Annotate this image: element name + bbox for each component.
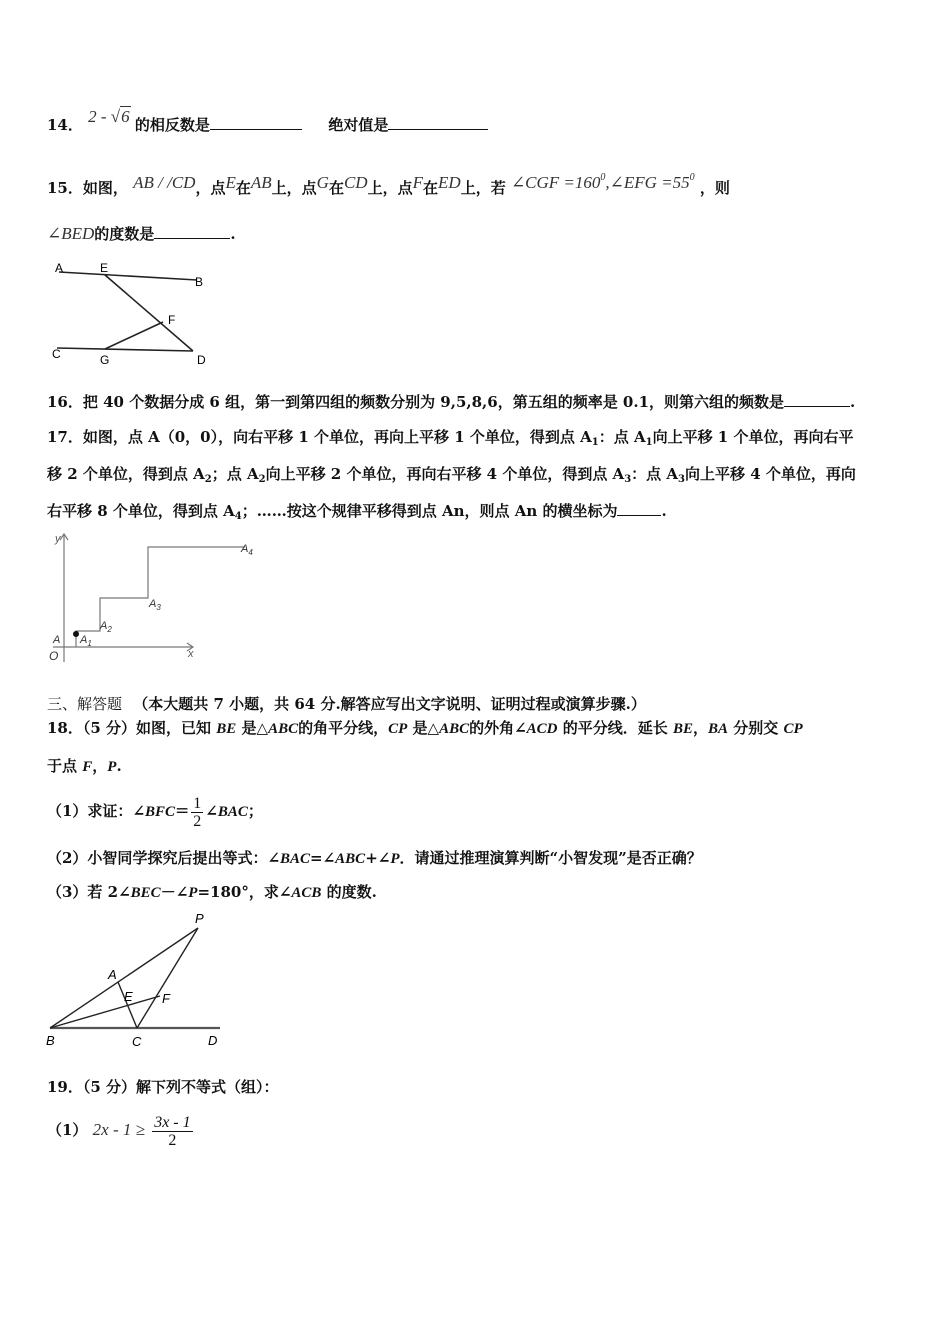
label-a4: $A_4$ bbox=[241, 543, 253, 557]
q17-figure bbox=[45, 530, 263, 670]
origin-label: O bbox=[49, 649, 59, 663]
line-cd bbox=[57, 348, 193, 351]
x-label: x bbox=[188, 648, 194, 660]
segment-bf bbox=[50, 996, 160, 1028]
label-g: G bbox=[100, 353, 110, 367]
label-f: F bbox=[168, 313, 176, 327]
fraction: $\frac{3x - 1}{2}$ bbox=[154, 1113, 191, 1149]
label-a: A bbox=[53, 634, 61, 646]
section-3-heading bbox=[47, 694, 646, 714]
question-number: 14． bbox=[47, 116, 83, 134]
label-a: A bbox=[55, 261, 64, 275]
q15-figure bbox=[45, 258, 220, 368]
question-14: 14． 2 - √6 的相反数是 绝对值是 bbox=[47, 115, 488, 135]
section-title: 三、解答题 bbox=[47, 695, 123, 713]
segment-bp bbox=[50, 928, 198, 1028]
label-e: E bbox=[124, 989, 133, 1004]
angle-condition: ∠CGF $=160^0,\angle EFG =55^0$ bbox=[510, 172, 695, 192]
label-b: B bbox=[195, 275, 204, 289]
sqrt-symbol: √ bbox=[110, 107, 121, 126]
segment-ed bbox=[105, 275, 193, 351]
answer-blank-2[interactable] bbox=[388, 115, 488, 130]
label-d: D bbox=[208, 1033, 218, 1048]
fraction-one-half: $\frac{1}{2}$ bbox=[193, 794, 202, 830]
question-17-line-3: 右平移 8 个单位，得到点 $A_4$；……按这个规律平移得到点 An，则点 An 的横坐标为 . bbox=[47, 502, 667, 522]
expression: 2 - √6 bbox=[88, 107, 130, 126]
line-ab bbox=[59, 272, 197, 280]
question-18-line-2: 于点 F，P. bbox=[47, 757, 122, 775]
question-18-part-2: （2）小智同学探究后提出等式：∠BAC=∠ABC+∠P．请通过推理演算判断“小智发现”是否正确？ bbox=[47, 849, 702, 867]
question-15: 15．如图， AB / /CD，点E在AB上，点G在CD上，点F在ED上，若 ∠CGF $=160^0,\angle EFG =55^0$ ，则 bbox=[47, 172, 730, 197]
label-b: B bbox=[46, 1033, 55, 1048]
label-a2: $A_2$ bbox=[100, 620, 112, 634]
answer-blank[interactable] bbox=[617, 501, 661, 516]
label-p: P bbox=[195, 911, 204, 926]
label-a: A bbox=[108, 967, 117, 982]
section-note: （本大题共 7 小题，共 64 分.解答应写出文字说明、证明过程或演算步骤.） bbox=[133, 695, 646, 713]
step-path bbox=[76, 547, 245, 647]
answer-blank[interactable] bbox=[154, 224, 230, 239]
label-f: F bbox=[162, 991, 170, 1006]
point-a1 bbox=[73, 631, 79, 637]
question-18-part-3: （3）若 2∠BEC－∠P=180°，求∠ACB 的度数. bbox=[47, 883, 377, 901]
label-c: C bbox=[132, 1034, 142, 1049]
label-e: E bbox=[100, 261, 109, 275]
y-label: y bbox=[55, 533, 61, 545]
question-18-line-1: 18．（5 分）如图，已知 BE 是△ABC的角平分线，CP 是△ABC的外角∠ACD 的平分线．延长 BE，BA 分别交 CP bbox=[47, 719, 803, 737]
q18-figure bbox=[40, 908, 230, 1053]
label-a3: $A_3$ bbox=[149, 598, 161, 612]
segment-gf bbox=[105, 322, 163, 349]
question-17-line-1: 17．如图，点 A（0，0），向右平移 1 个单位，再向上平移 1 个单位，得到点 $A_1$：点 $A_1$向上平移 1 个单位，再向右平 bbox=[47, 428, 854, 448]
label-c: C bbox=[52, 347, 61, 361]
question-17-line-2: 移 2 个单位，得到点 $A_2$；点 $A_2$向上平移 2 个单位，再向右平移 4 个单位，得到点 $A_3$：点 $A_3$向上平移 4 个单位，再向 bbox=[47, 465, 856, 485]
question-19-part-1: （1） 2x - 1 ≥ $\frac{3x - 1}{2}$ bbox=[47, 1113, 191, 1149]
question-15-line-2: ∠BED的度数是 . bbox=[47, 224, 236, 243]
question-18-part-1: （1）求证：∠BFC= $\frac{1}{2}$ ∠BAC； bbox=[47, 794, 263, 830]
inequality-lhs: 2x - 1 ≥ bbox=[92, 1120, 145, 1139]
segment-cp bbox=[137, 928, 198, 1028]
question-19: 19．（5 分）解下列不等式（组）： bbox=[47, 1078, 279, 1096]
label-d: D bbox=[197, 353, 206, 367]
answer-blank[interactable] bbox=[784, 392, 850, 407]
label-a1: $A_1$ bbox=[80, 634, 92, 648]
question-16: 16．把 40 个数据分成 6 组，第一到第四组的频数分别为 9,5,8,6，第五组的频率是 0.1，则第六组的频数是 . bbox=[47, 393, 856, 411]
answer-blank-1[interactable] bbox=[210, 115, 302, 130]
